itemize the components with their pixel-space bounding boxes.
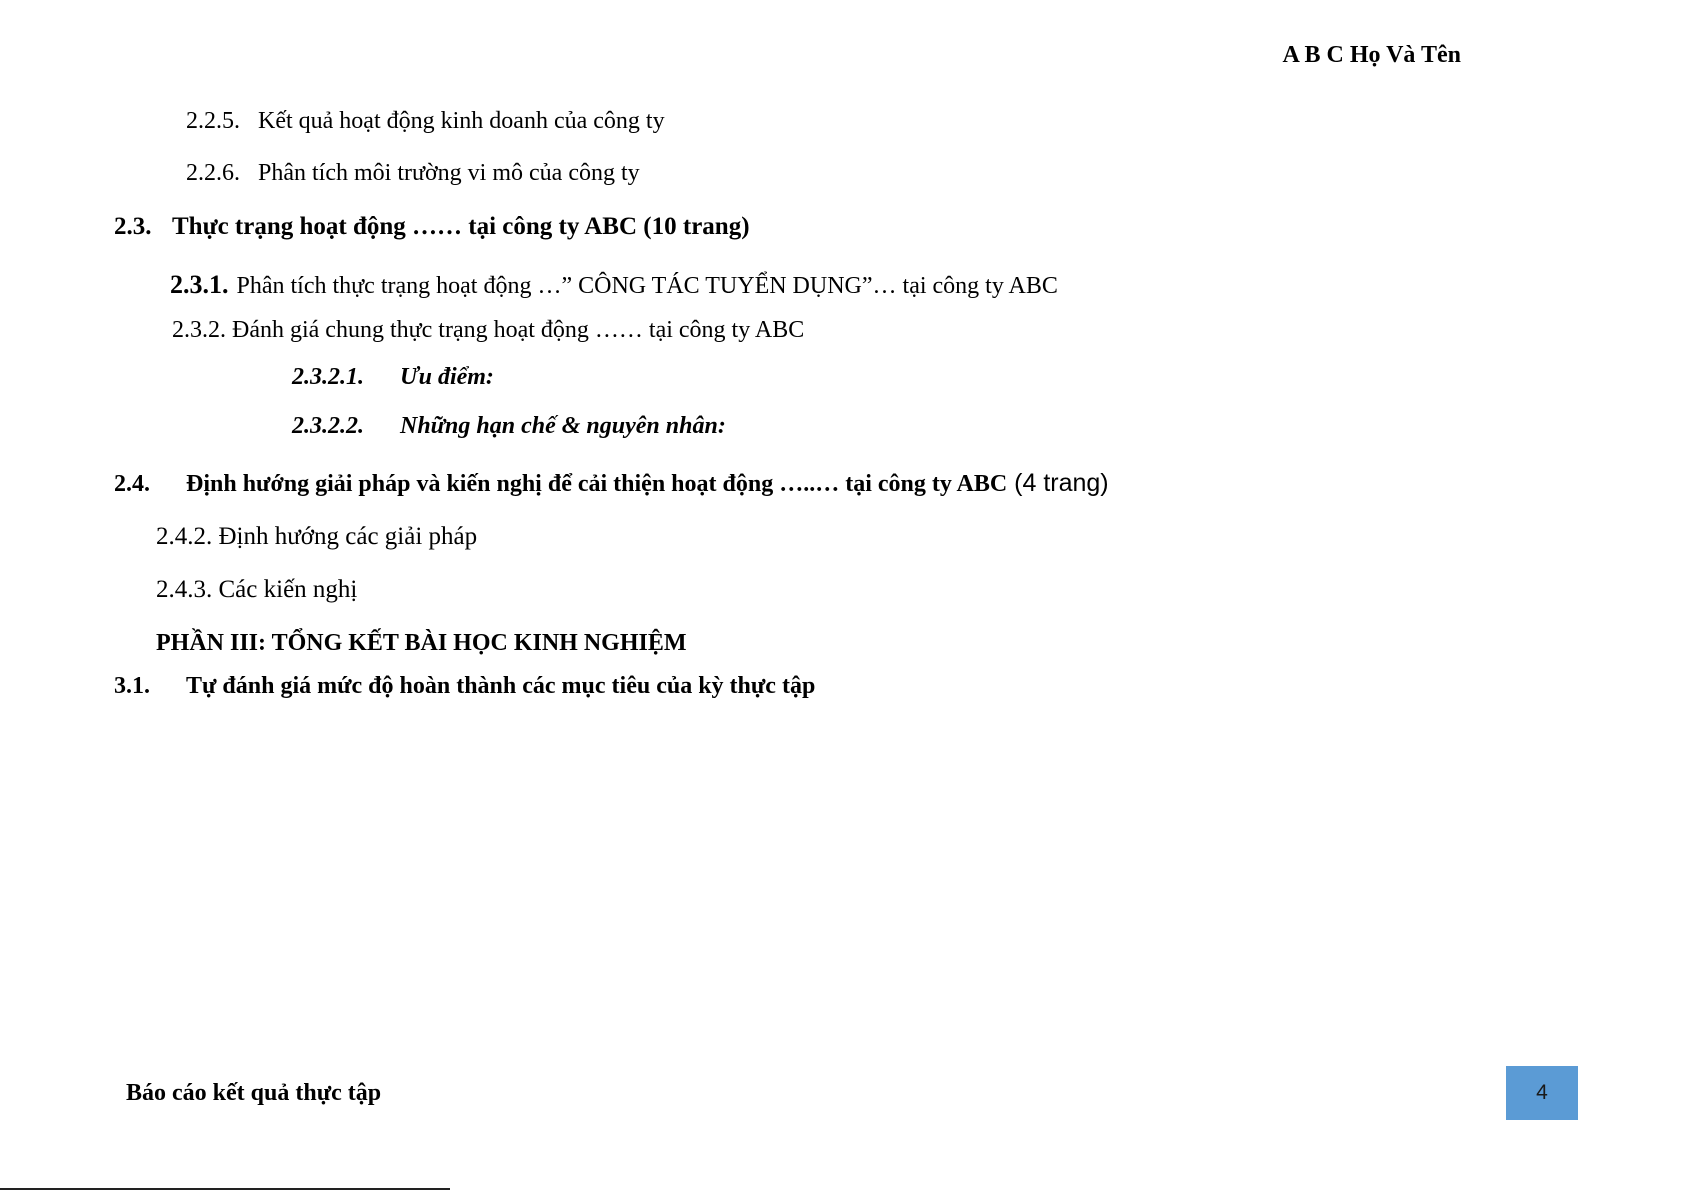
outline-item-2-4-3	[156, 576, 357, 604]
outline-text: 2.4.2. Định hướng các giải pháp	[156, 523, 478, 550]
outline-text: 2.4.3. Các kiến nghị	[156, 576, 358, 603]
outline-item-2-3-2-1	[292, 364, 494, 391]
outline-part-3-heading	[156, 630, 687, 657]
outline-number: 2.2.5.	[186, 108, 240, 134]
outline-text: Thực trạng hoạt động …… tại công ty ABC (10 trang)	[172, 213, 750, 240]
outline-text: Ưu điểm:	[400, 364, 494, 390]
outline-number: 2.3.	[114, 213, 152, 240]
outline-item-2-2-5	[186, 108, 665, 135]
outline-text: Định hướng giải pháp và kiến nghị để cải thiện hoạt động …..… tại công ty ABC	[186, 471, 1008, 497]
outline-text: Tự đánh giá mức độ hoàn thành các mục tiêu của kỳ thực tập	[186, 673, 816, 699]
page-number-badge	[1506, 1066, 1578, 1120]
outline-text: PHẦN III: TỔNG KẾT BÀI HỌC KINH NGHIỆM	[156, 630, 687, 656]
outline-number: 2.3.2.2.	[292, 413, 364, 439]
outline-heading-2-4	[114, 469, 1109, 498]
outline-number: 3.1.	[114, 673, 150, 699]
bottom-divider	[0, 1188, 450, 1190]
outline-page-count: (4 trang)	[1007, 469, 1109, 497]
outline-number: 2.3.2.1.	[292, 364, 364, 390]
outline-item-2-3-2	[172, 317, 804, 344]
outline-item-2-4-2	[156, 523, 477, 551]
outline-text: Phân tích thực trạng hoạt động …” CÔNG TÁC TUYỂN DỤNG”… tại công ty ABC	[236, 273, 1058, 299]
header-author-name: A B C Họ Và Tên	[1282, 42, 1461, 68]
outline-text: Những hạn chế & nguyên nhân:	[400, 413, 726, 439]
outline-text: Phân tích môi trường vi mô của công ty	[258, 160, 640, 186]
outline-number: 2.3.1.	[170, 270, 229, 299]
outline-item-2-3-2-2	[292, 413, 726, 440]
outline-heading-3-1	[114, 673, 815, 700]
outline-text: 2.3.2. Đánh giá chung thực trạng hoạt động …… tại công ty ABC	[172, 317, 805, 343]
outline-text: Kết quả hoạt động kinh doanh của công ty	[258, 108, 665, 134]
outline-item-2-2-6	[186, 160, 640, 187]
page-number: 4	[1536, 1081, 1548, 1104]
footer-report-title: Báo cáo kết quả thực tập	[126, 1080, 382, 1106]
outline-item-2-3-1	[170, 270, 1058, 300]
outline-heading-2-3	[114, 213, 750, 241]
outline-number: 2.2.6.	[186, 160, 240, 186]
outline-number: 2.4.	[114, 471, 150, 497]
